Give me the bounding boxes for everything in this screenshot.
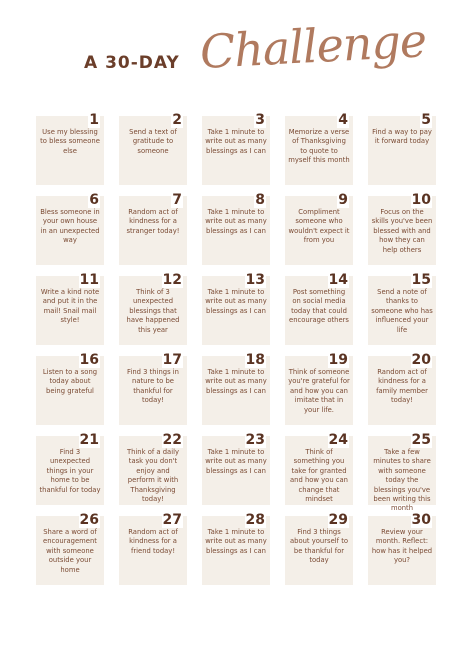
day-number: 1 <box>89 112 99 128</box>
day-number: 28 <box>245 512 265 528</box>
day-number: 2 <box>172 112 182 128</box>
day-number: 12 <box>162 272 182 288</box>
day-number: 10 <box>411 192 431 208</box>
day-card <box>368 272 436 345</box>
day-card <box>202 352 270 425</box>
day-number: 16 <box>79 352 99 368</box>
day-task: Focus on the skills you've been blessed with and how they can help others <box>371 208 433 254</box>
day-card <box>368 512 436 585</box>
day-number: 23 <box>245 432 265 448</box>
day-number: 21 <box>79 432 99 448</box>
title-script: Challenge <box>198 13 428 79</box>
day-number: 11 <box>79 272 99 288</box>
day-number: 7 <box>172 192 182 208</box>
day-number: 8 <box>255 192 265 208</box>
day-task: Send a text of gratitude to someone <box>129 128 177 155</box>
day-number: 24 <box>328 432 348 448</box>
day-card <box>119 272 187 345</box>
day-number: 29 <box>328 512 348 528</box>
day-task: Take 1 minute to write out as many blessings as I can <box>205 288 267 315</box>
day-card <box>285 352 353 425</box>
day-card <box>202 192 270 265</box>
day-card <box>36 352 104 425</box>
day-number: 4 <box>338 112 348 128</box>
day-card <box>368 112 436 185</box>
day-number: 25 <box>411 432 431 448</box>
day-number: 30 <box>411 512 431 528</box>
day-task: Take 1 minute to write out as many blessings as I can <box>205 368 267 395</box>
day-task: Bless someone in your own house in an unexpected way <box>40 208 100 245</box>
day-task: Take a few minutes to share with someone today the blessings you've been writing this month <box>373 448 431 513</box>
day-card <box>36 272 104 345</box>
day-number: 19 <box>328 352 348 368</box>
day-task: Find 3 unexpected things in your home to be thankful for today <box>39 448 101 494</box>
day-card <box>119 112 187 185</box>
day-number: 26 <box>79 512 99 528</box>
day-number: 15 <box>411 272 431 288</box>
day-card <box>36 432 104 505</box>
day-task: Random act of kindness for a stranger today! <box>126 208 180 235</box>
day-number: 22 <box>162 432 182 448</box>
day-card <box>285 272 353 345</box>
day-task: Find 3 things about yourself to be thankful for today <box>289 528 349 565</box>
day-number: 9 <box>338 192 348 208</box>
day-task: Random act of kindness for a family member today! <box>376 368 428 405</box>
day-task: Take 1 minute to write out as many blessings as I can <box>205 128 267 155</box>
day-card <box>36 512 104 585</box>
day-card <box>285 192 353 265</box>
day-task: Find 3 things in nature to be thankful for today! <box>127 368 179 405</box>
challenge-grid <box>36 112 440 585</box>
day-number: 14 <box>328 272 348 288</box>
day-task: Take 1 minute to write out as many blessings as I can <box>205 208 267 235</box>
day-task: Think of a daily task you don't enjoy and perform it with Thanksgiving today! <box>126 448 180 504</box>
day-task: Memorize a verse of Thanksgiving to quote to myself this month <box>288 128 350 165</box>
day-card <box>119 352 187 425</box>
page-header <box>0 0 473 110</box>
day-card <box>202 272 270 345</box>
day-task: Random act of kindness for a friend today! <box>128 528 178 555</box>
day-card <box>285 112 353 185</box>
day-task: Listen to a song today about being grateful <box>42 368 98 395</box>
day-number: 6 <box>89 192 99 208</box>
day-card <box>368 352 436 425</box>
day-card <box>119 512 187 585</box>
day-number: 3 <box>255 112 265 128</box>
day-task: Use my blessing to bless someone else <box>40 128 100 155</box>
day-number: 18 <box>245 352 265 368</box>
day-task: Take 1 minute to write out as many blessings as I can <box>205 528 267 555</box>
day-number: 17 <box>162 352 182 368</box>
day-number: 27 <box>162 512 182 528</box>
day-task: Share a word of encouragement with someone outside your home <box>43 528 97 574</box>
day-task: Think of someone you're grateful for and how you can imitate that in your life. <box>288 368 350 414</box>
day-number: 20 <box>411 352 431 368</box>
day-task: Think of 3 unexpected blessings that have happened this year <box>126 288 180 334</box>
day-card <box>119 432 187 505</box>
day-task: Compliment someone who wouldn't expect it from you <box>288 208 350 245</box>
day-task: Write a kind note and put it in the mail! Snail mail style! <box>40 288 100 325</box>
day-card <box>285 512 353 585</box>
title-prefix: A 30-DAY <box>84 53 180 73</box>
day-card <box>202 432 270 505</box>
day-task: Send a note of thanks to someone who has influenced your life <box>371 288 433 334</box>
day-card <box>202 512 270 585</box>
day-task: Post something on social media today that could encourage others <box>289 288 349 325</box>
day-number: 5 <box>421 112 431 128</box>
day-task: Think of something you take for granted and how you can change that mindset <box>290 448 348 504</box>
day-number: 13 <box>245 272 265 288</box>
day-card <box>285 432 353 505</box>
day-card <box>202 112 270 185</box>
day-card <box>368 192 436 265</box>
day-card <box>36 112 104 185</box>
day-card <box>368 432 436 513</box>
day-card <box>36 192 104 265</box>
day-task: Find a way to pay it forward today <box>372 128 432 146</box>
day-task: Review your month. Reflect: how has it helped you? <box>371 528 433 565</box>
day-card <box>119 192 187 265</box>
day-task: Take 1 minute to write out as many blessings as I can <box>205 448 267 475</box>
